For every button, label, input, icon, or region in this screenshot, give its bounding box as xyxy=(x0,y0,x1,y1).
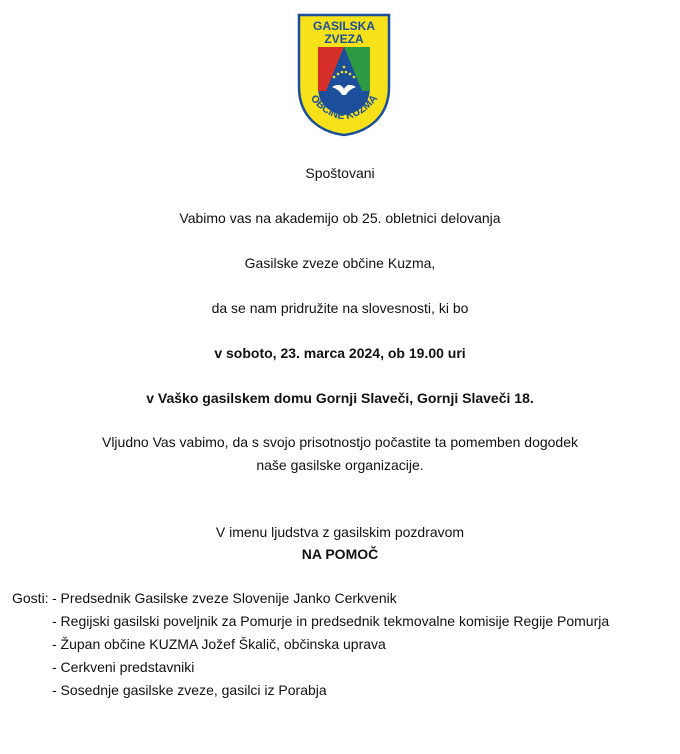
regards-line: V imenu ljudstva z gasilskim pozdravom xyxy=(215,524,465,540)
invite-line: Vabimo vas na akademijo ob 25. obletnici delovanja xyxy=(179,210,501,226)
logo-mid-text: ZVEZA xyxy=(324,32,364,46)
closing-line-2: naše gasilske organizacije. xyxy=(256,457,424,473)
logo-top-text: GASILSKA xyxy=(312,19,376,33)
logo-bottom-text: OBČINE KUZMA xyxy=(307,92,381,123)
closing-line-1: Vljudno Vas vabimo, da s svojo prisotnostjo počastite ta pomemben dogodek xyxy=(101,434,579,450)
guest-item: - Regijski gasilski poveljnik za Pomurje in predsednik tekmovalne komisije Regije Pomurja xyxy=(52,613,610,629)
join-line: da se nam pridružite na slovesnosti, ki bo xyxy=(211,300,469,316)
guest-item: - Cerkveni predstavniki xyxy=(52,659,195,675)
gasilska-zveza-logo xyxy=(296,13,392,137)
date-time-line: v soboto, 23. marca 2024, ob 19.00 uri xyxy=(214,345,466,361)
greeting: Spoštovani xyxy=(305,165,375,181)
venue-line: v Vaško gasilskem domu Gornji Slaveči, Gornji Slaveči 18. xyxy=(146,390,534,406)
guest-item: - Predsednik Gasilske zveze Slovenije Janko Cerkvenik xyxy=(52,590,397,606)
organization-line: Gasilske zveze občine Kuzma, xyxy=(244,255,436,271)
guests-label: Gosti: xyxy=(12,590,49,606)
motto: NA POMOČ xyxy=(301,546,379,562)
guest-item: - Župan občine KUZMA Jožef Škalič, občinska uprava xyxy=(52,636,386,652)
guest-item: - Sosednje gasilske zveze, gasilci iz Porabja xyxy=(52,682,327,698)
